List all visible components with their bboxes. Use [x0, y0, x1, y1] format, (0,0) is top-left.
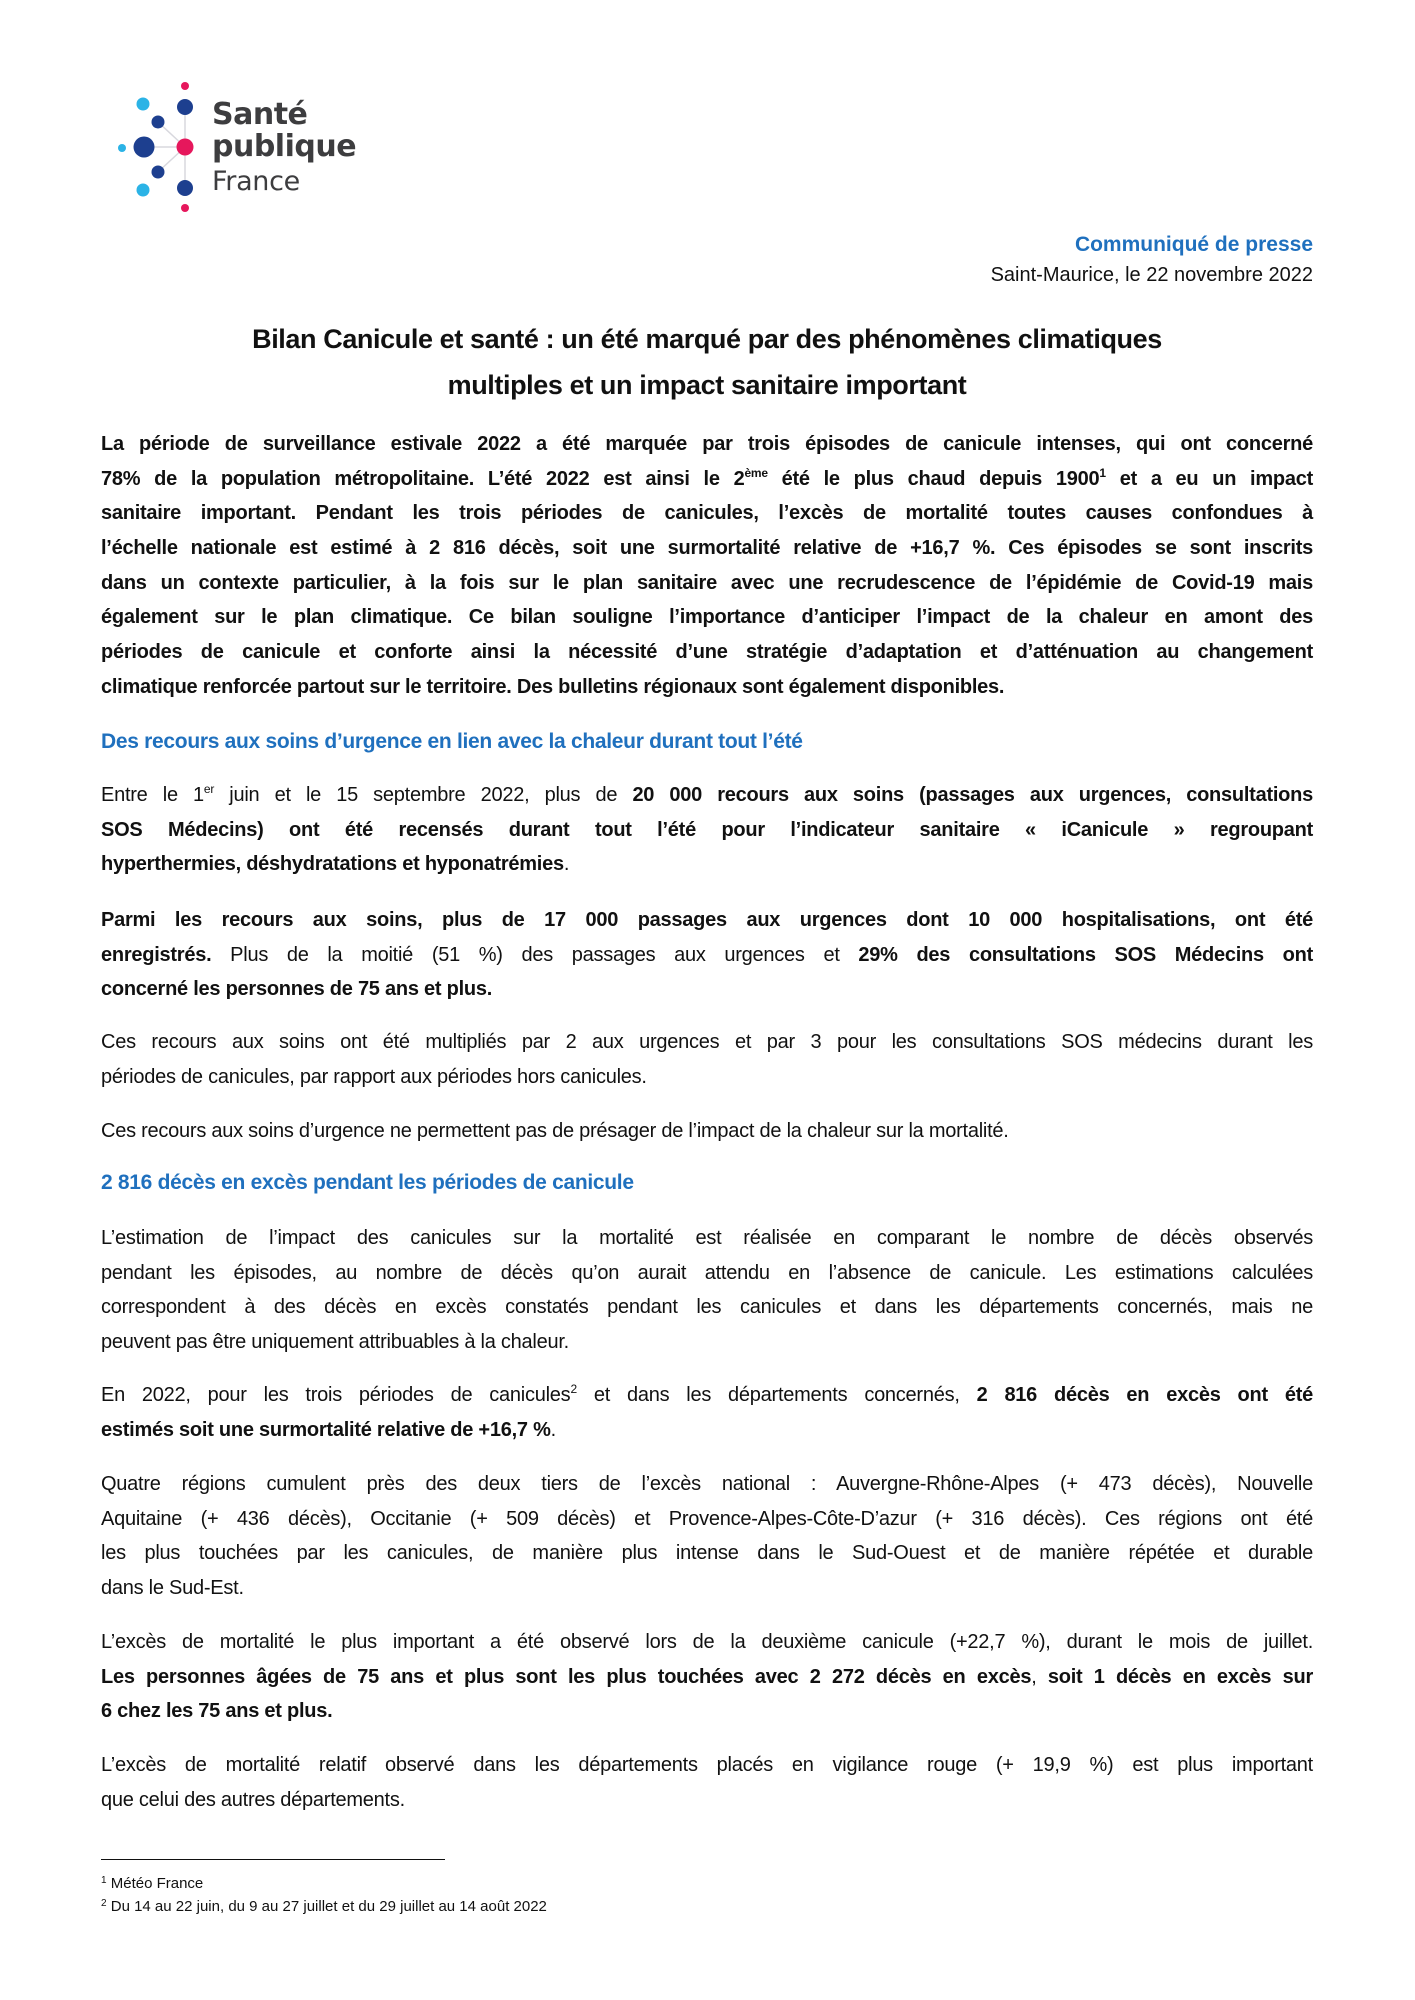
text-run: que celui des autres départements. — [101, 1788, 405, 1811]
paragraph-elderly — [101, 1625, 1313, 1729]
text-line — [101, 462, 1313, 497]
paragraph-estimation-method — [101, 1221, 1313, 1360]
superscript: ème — [744, 465, 768, 480]
text-line — [101, 1536, 1313, 1571]
text-run: l’échelle nationale est estimé à 2 816 décès, soit une surmortalité relative de +16,7 %. Ces épisodes se sont inscrits — [101, 537, 1313, 560]
bold-text: 20 000 recours aux soins (passages aux urgences, consultations — [632, 784, 1313, 806]
bold-text: estimés soit une surmortalité relative de +16,7 % — [101, 1418, 551, 1441]
text-run: . — [550, 1418, 556, 1441]
text-line — [101, 813, 1313, 848]
bold-text: concerné les personnes de 75 ans et plus. — [101, 978, 493, 1001]
text-run: L’excès de mortalité relatif observé dans les départements placés en vigilance rouge (+ 19,9 %) est plus important — [101, 1754, 1313, 1776]
text-line — [101, 1290, 1313, 1325]
place-date: Saint-Maurice, le 22 novembre 2022 — [990, 264, 1313, 286]
text-run: été le plus chaud depuis 1900 — [767, 467, 1100, 490]
text-line — [101, 670, 1313, 705]
bold-text: 6 chez les 75 ans et plus. — [101, 1700, 333, 1723]
footnote-2 — [101, 1896, 547, 1918]
section-heading-urgent-care: Des recours aux soins d’urgence en lien avec la chaleur durant tout l’été — [101, 730, 803, 753]
text-run: les plus touchées par les canicules, de manière plus intense dans le Sud-Ouest et de manière répétée et durable — [101, 1542, 1313, 1565]
text-line — [101, 778, 1313, 813]
text-run: dans le Sud-Est. — [101, 1577, 244, 1600]
text-line — [101, 903, 1313, 938]
footnote-separator — [101, 1859, 445, 1860]
intro-paragraph — [101, 427, 1313, 705]
text-line — [101, 1114, 1313, 1149]
text-run: Plus de la moitié (51 %) des passages aux urgences et — [211, 943, 859, 966]
text-run: sanitaire important. Pendant les trois périodes de canicules, l’excès de mortalité toutes causes confondues à — [101, 502, 1313, 525]
bold-text: soit 1 décès en excès sur — [1047, 1665, 1313, 1688]
paragraph-recours-total — [101, 778, 1313, 882]
text-line — [101, 1025, 1313, 1060]
logo-text-publique: publique — [212, 129, 357, 164]
footnote-2-number: 2 — [101, 1898, 107, 1909]
text-run: également sur le plan climatique. Ce bilan souligne l’importance d’anticiper l’impact de la chaleur en amont des — [101, 606, 1313, 629]
paragraph-vigilance-rouge — [101, 1748, 1313, 1817]
footnote-1-text: Météo France — [106, 1875, 204, 1892]
footnote-2-text: Du 14 au 22 juin, du 9 au 27 juillet et du 29 juillet au 14 août 2022 — [106, 1898, 547, 1915]
bold-text: Les personnes âgées de 75 ans et plus sont les plus touchées avec 2 272 décès en excès — [101, 1665, 1032, 1688]
superscript: 1 — [1099, 465, 1106, 480]
footnote-1 — [101, 1873, 203, 1895]
text-run: La période de surveillance estivale 2022 a été marquée par trois épisodes de canicule intenses, qui ont concerné — [101, 433, 1313, 455]
text-run: . — [563, 853, 570, 876]
sante-publique-france-logo — [110, 80, 360, 220]
text-line — [101, 1060, 1313, 1095]
text-line — [101, 566, 1313, 601]
paragraph-presager — [101, 1114, 1313, 1149]
paragraph-passages-urgences — [101, 903, 1313, 1007]
text-line — [101, 938, 1313, 973]
text-line — [101, 1571, 1313, 1606]
text-run: périodes de canicules, par rapport aux périodes hors canicules. — [101, 1065, 647, 1088]
text-line — [101, 1413, 1313, 1448]
text-line — [101, 1502, 1313, 1537]
text-line — [101, 1467, 1313, 1502]
document-title-line-2: multiples et un impact sanitaire important — [447, 370, 967, 400]
text-run: et a eu un impact — [1105, 467, 1313, 490]
text-run: Aquitaine (+ 436 décès), Occitanie (+ 509 décès) et Provence-Alpes-Côte-D’azur (+ 316 décès). Ces régions ont été — [101, 1507, 1313, 1530]
text-run: L’excès de mortalité le plus important a été observé lors de la deuxième canicule (+22,7 %), durant le mois de juillet. — [101, 1631, 1313, 1653]
bold-text: 2 816 décès en excès ont été — [976, 1384, 1313, 1406]
text-line — [101, 600, 1313, 635]
text-line — [101, 427, 1313, 462]
text-line — [101, 635, 1313, 670]
text-line — [101, 1378, 1313, 1413]
logo-text-sante: Santé — [212, 97, 308, 132]
text-line — [101, 1660, 1313, 1695]
text-run: pendant les épisodes, au nombre de décès qu’on aurait attendu en l’absence de canicule. Les estimations calculées — [101, 1261, 1313, 1284]
text-line — [101, 1783, 1313, 1818]
text-run: L’estimation de l’impact des canicules sur la mortalité est réalisée en comparant le nombre de décès observés — [101, 1227, 1313, 1249]
text-run: et dans les départements concernés, — [576, 1384, 977, 1406]
text-line — [101, 1748, 1313, 1783]
logo-molecule-icon — [110, 80, 210, 220]
text-line — [101, 1694, 1313, 1729]
section-heading-excess-deaths: 2 816 décès en excès pendant les périodes de canicule — [101, 1171, 634, 1194]
text-run: périodes de canicule et conforte ainsi la nécessité d’une stratégie d’adaptation et d’atténuation au changement — [101, 641, 1313, 664]
text-run: Entre le 1 — [101, 784, 204, 806]
superscript: 2 — [570, 1382, 577, 1396]
text-run: 78% de la population métropolitaine. L’été 2022 est ainsi le 2 — [101, 467, 745, 490]
footnote-1-number: 1 — [101, 1875, 107, 1886]
text-line — [101, 496, 1313, 531]
text-run: juin et le 15 septembre 2022, plus de — [214, 784, 633, 806]
text-line — [101, 1256, 1313, 1291]
text-run: peuvent pas être uniquement attribuables à la chaleur. — [101, 1331, 569, 1354]
bold-text: Parmi les recours aux soins, plus de 17 000 passages aux urgences dont 10 000 hospitalisations, ont été — [101, 909, 1313, 931]
bold-text: enregistrés. — [101, 943, 212, 966]
text-run: correspondent à des décès en excès constatés pendant les canicules et dans les départements concernés, mais ne — [101, 1296, 1313, 1319]
text-line — [101, 1325, 1313, 1360]
text-line — [101, 847, 1313, 882]
paragraph-regions — [101, 1467, 1313, 1606]
logo-text-france: France — [212, 166, 300, 197]
text-run: dans un contexte particulier, à la fois sur le plan sanitaire avec une recrudescence de l’épidémie de Covid-19 mais — [101, 571, 1313, 594]
superscript: er — [203, 782, 215, 796]
press-release-label: Communiqué de presse — [1074, 233, 1313, 256]
text-line — [101, 531, 1313, 566]
text-line — [101, 972, 1313, 1007]
bold-text: SOS Médecins) ont été recensés durant tout l’été pour l’indicateur sanitaire « iCanicule » regroupant — [101, 818, 1313, 841]
text-run: En 2022, pour les trois périodes de canicules — [101, 1384, 571, 1406]
text-line — [101, 1221, 1313, 1256]
bold-text: hyperthermies, déshydratations et hyponatrémies — [101, 853, 564, 876]
paragraph-2022-excess — [101, 1378, 1313, 1447]
text-run: , — [1031, 1665, 1048, 1688]
bold-text: 29% des consultations SOS Médecins ont — [858, 943, 1313, 966]
paragraph-multiplies — [101, 1025, 1313, 1094]
text-run: Quatre régions cumulent près des deux tiers de l’excès national : Auvergne-Rhône-Alpes (+ 473 décès), Nouvelle — [101, 1473, 1313, 1495]
text-line — [101, 1625, 1313, 1660]
text-run: Ces recours aux soins ont été multipliés par 2 aux urgences et par 3 pour les consultations SOS médecins durant les — [101, 1031, 1313, 1053]
text-run: Ces recours aux soins d’urgence ne permettent pas de présager de l’impact de la chaleur sur la mortalité. — [101, 1120, 1009, 1142]
document-title-line-1: Bilan Canicule et santé : un été marqué par des phénomènes climatiques — [252, 324, 1162, 354]
text-run: climatique renforcée partout sur le territoire. Des bulletins régionaux sont également disponibles. — [101, 675, 1005, 698]
